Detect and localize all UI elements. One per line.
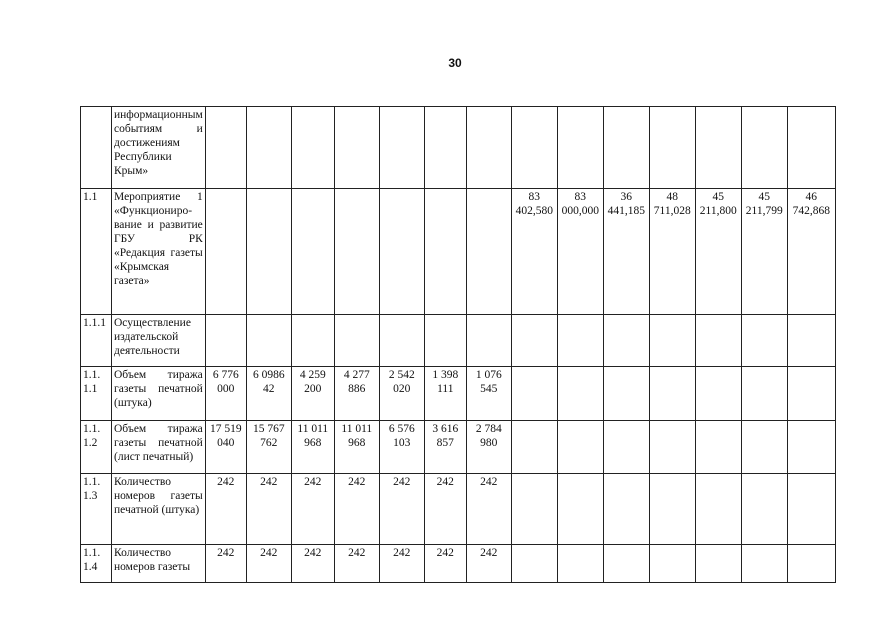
funding-value-cell	[603, 315, 649, 367]
indicator-value-cell: 242	[246, 545, 291, 583]
funding-value-cell	[557, 421, 603, 474]
funding-value-cell	[695, 367, 741, 421]
funding-value-cell	[787, 315, 835, 367]
funding-value-cell	[649, 545, 695, 583]
funding-value-cell: 45 211,799	[741, 189, 787, 315]
funding-value-cell	[741, 474, 787, 545]
indicator-value-cell: 2 542 020	[379, 367, 424, 421]
indicator-value-cell	[334, 315, 379, 367]
indicator-value-cell	[246, 107, 291, 189]
row-description: Мероприятие 1 «Функциониро-вание и развитие ГБУ РК «Редакция газеты «Крымская газета»	[112, 189, 206, 315]
indicator-value-cell	[424, 315, 466, 367]
table-row	[81, 189, 836, 315]
indicator-value-cell: 242	[379, 474, 424, 545]
row-number: 1.1.1	[81, 315, 112, 367]
indicator-value-cell: 3 616 857	[424, 421, 466, 474]
indicator-value-cell	[379, 315, 424, 367]
funding-value-cell: 83 402,580	[511, 189, 557, 315]
indicator-value-cell: 4 277 886	[334, 367, 379, 421]
indicator-value-cell: 242	[291, 474, 334, 545]
row-number: 1.1. 1.2	[81, 421, 112, 474]
indicator-value-cell: 15 767 762	[246, 421, 291, 474]
page-number: 30	[448, 56, 462, 70]
funding-value-cell	[557, 315, 603, 367]
row-description: информационным событиям и достижениям Республики Крым»	[112, 107, 206, 189]
funding-value-cell	[695, 315, 741, 367]
indicator-value-cell: 242	[424, 545, 466, 583]
funding-value-cell	[557, 545, 603, 583]
indicator-value-cell: 17 519 040	[205, 421, 246, 474]
row-description: Объем тиража газеты печатной (штука)	[112, 367, 206, 421]
funding-value-cell	[649, 315, 695, 367]
funding-value-cell	[603, 367, 649, 421]
funding-value-cell: 45 211,800	[695, 189, 741, 315]
indicator-value-cell	[379, 107, 424, 189]
funding-value-cell	[787, 421, 835, 474]
table-row	[81, 474, 836, 545]
indicator-value-cell: 242	[334, 545, 379, 583]
indicator-value-cell	[466, 315, 511, 367]
indicator-value-cell	[291, 189, 334, 315]
indicator-value-cell	[291, 107, 334, 189]
indicator-value-cell: 2 784 980	[466, 421, 511, 474]
row-description: Объем тиража газеты печатной (лист печатный)	[112, 421, 206, 474]
indicator-value-cell	[466, 107, 511, 189]
indicator-value-cell	[246, 189, 291, 315]
indicator-value-cell	[466, 189, 511, 315]
indicator-value-cell: 11 011 968	[334, 421, 379, 474]
indicator-value-cell: 1 398 111	[424, 367, 466, 421]
funding-value-cell	[603, 421, 649, 474]
indicator-value-cell: 242	[466, 474, 511, 545]
row-number: 1.1. 1.4	[81, 545, 112, 583]
indicator-value-cell: 6 776 000	[205, 367, 246, 421]
row-number: 1.1. 1.3	[81, 474, 112, 545]
funding-value-cell	[603, 474, 649, 545]
indicator-value-cell	[291, 315, 334, 367]
funding-value-cell	[695, 107, 741, 189]
funding-value-cell	[649, 474, 695, 545]
funding-value-cell	[787, 545, 835, 583]
funding-value-cell	[649, 421, 695, 474]
funding-value-cell	[787, 474, 835, 545]
funding-value-cell	[557, 474, 603, 545]
funding-value-cell	[557, 107, 603, 189]
funding-value-cell	[511, 315, 557, 367]
table-row	[81, 367, 836, 421]
indicator-value-cell	[334, 189, 379, 315]
row-description: Количество номеров газеты печатной (штука)	[112, 474, 206, 545]
indicator-value-cell: 242	[291, 545, 334, 583]
funding-value-cell	[695, 421, 741, 474]
row-number	[81, 107, 112, 189]
program-table	[80, 106, 836, 583]
funding-value-cell: 46 742,868	[787, 189, 835, 315]
funding-value-cell	[511, 367, 557, 421]
indicator-value-cell: 242	[466, 545, 511, 583]
funding-value-cell	[741, 315, 787, 367]
indicator-value-cell	[424, 107, 466, 189]
funding-value-cell: 36 441,185	[603, 189, 649, 315]
indicator-value-cell: 4 259 200	[291, 367, 334, 421]
funding-value-cell	[741, 107, 787, 189]
indicator-value-cell: 242	[379, 545, 424, 583]
indicator-value-cell: 242	[205, 545, 246, 583]
row-description: Количество номеров газеты	[112, 545, 206, 583]
indicator-value-cell	[205, 189, 246, 315]
indicator-value-cell	[205, 107, 246, 189]
funding-value-cell: 83 000,000	[557, 189, 603, 315]
indicator-value-cell	[379, 189, 424, 315]
funding-value-cell	[649, 107, 695, 189]
funding-value-cell	[741, 421, 787, 474]
funding-value-cell	[787, 107, 835, 189]
funding-value-cell	[603, 545, 649, 583]
indicator-value-cell: 6 0986 42	[246, 367, 291, 421]
row-description: Осуществление издательской деятельности	[112, 315, 206, 367]
table-row	[81, 545, 836, 583]
funding-value-cell	[741, 367, 787, 421]
indicator-value-cell: 242	[424, 474, 466, 545]
funding-value-cell	[741, 545, 787, 583]
indicator-value-cell	[205, 315, 246, 367]
indicator-value-cell: 242	[334, 474, 379, 545]
indicator-value-cell: 242	[205, 474, 246, 545]
indicator-value-cell	[246, 315, 291, 367]
indicator-value-cell: 1 076 545	[466, 367, 511, 421]
funding-value-cell	[511, 107, 557, 189]
funding-value-cell	[557, 367, 603, 421]
funding-value-cell	[695, 545, 741, 583]
row-number: 1.1	[81, 189, 112, 315]
row-number: 1.1. 1.1	[81, 367, 112, 421]
funding-value-cell: 48 711,028	[649, 189, 695, 315]
funding-value-cell	[511, 545, 557, 583]
funding-value-cell	[603, 107, 649, 189]
funding-value-cell	[511, 474, 557, 545]
table-row	[81, 107, 836, 189]
table-row	[81, 315, 836, 367]
indicator-value-cell: 6 576 103	[379, 421, 424, 474]
funding-value-cell	[649, 367, 695, 421]
indicator-value-cell: 11 011 968	[291, 421, 334, 474]
funding-value-cell	[695, 474, 741, 545]
indicator-value-cell: 242	[246, 474, 291, 545]
funding-value-cell	[511, 421, 557, 474]
table-row	[81, 421, 836, 474]
funding-value-cell	[787, 367, 835, 421]
indicator-value-cell	[334, 107, 379, 189]
indicator-value-cell	[424, 189, 466, 315]
table-body	[81, 107, 836, 583]
